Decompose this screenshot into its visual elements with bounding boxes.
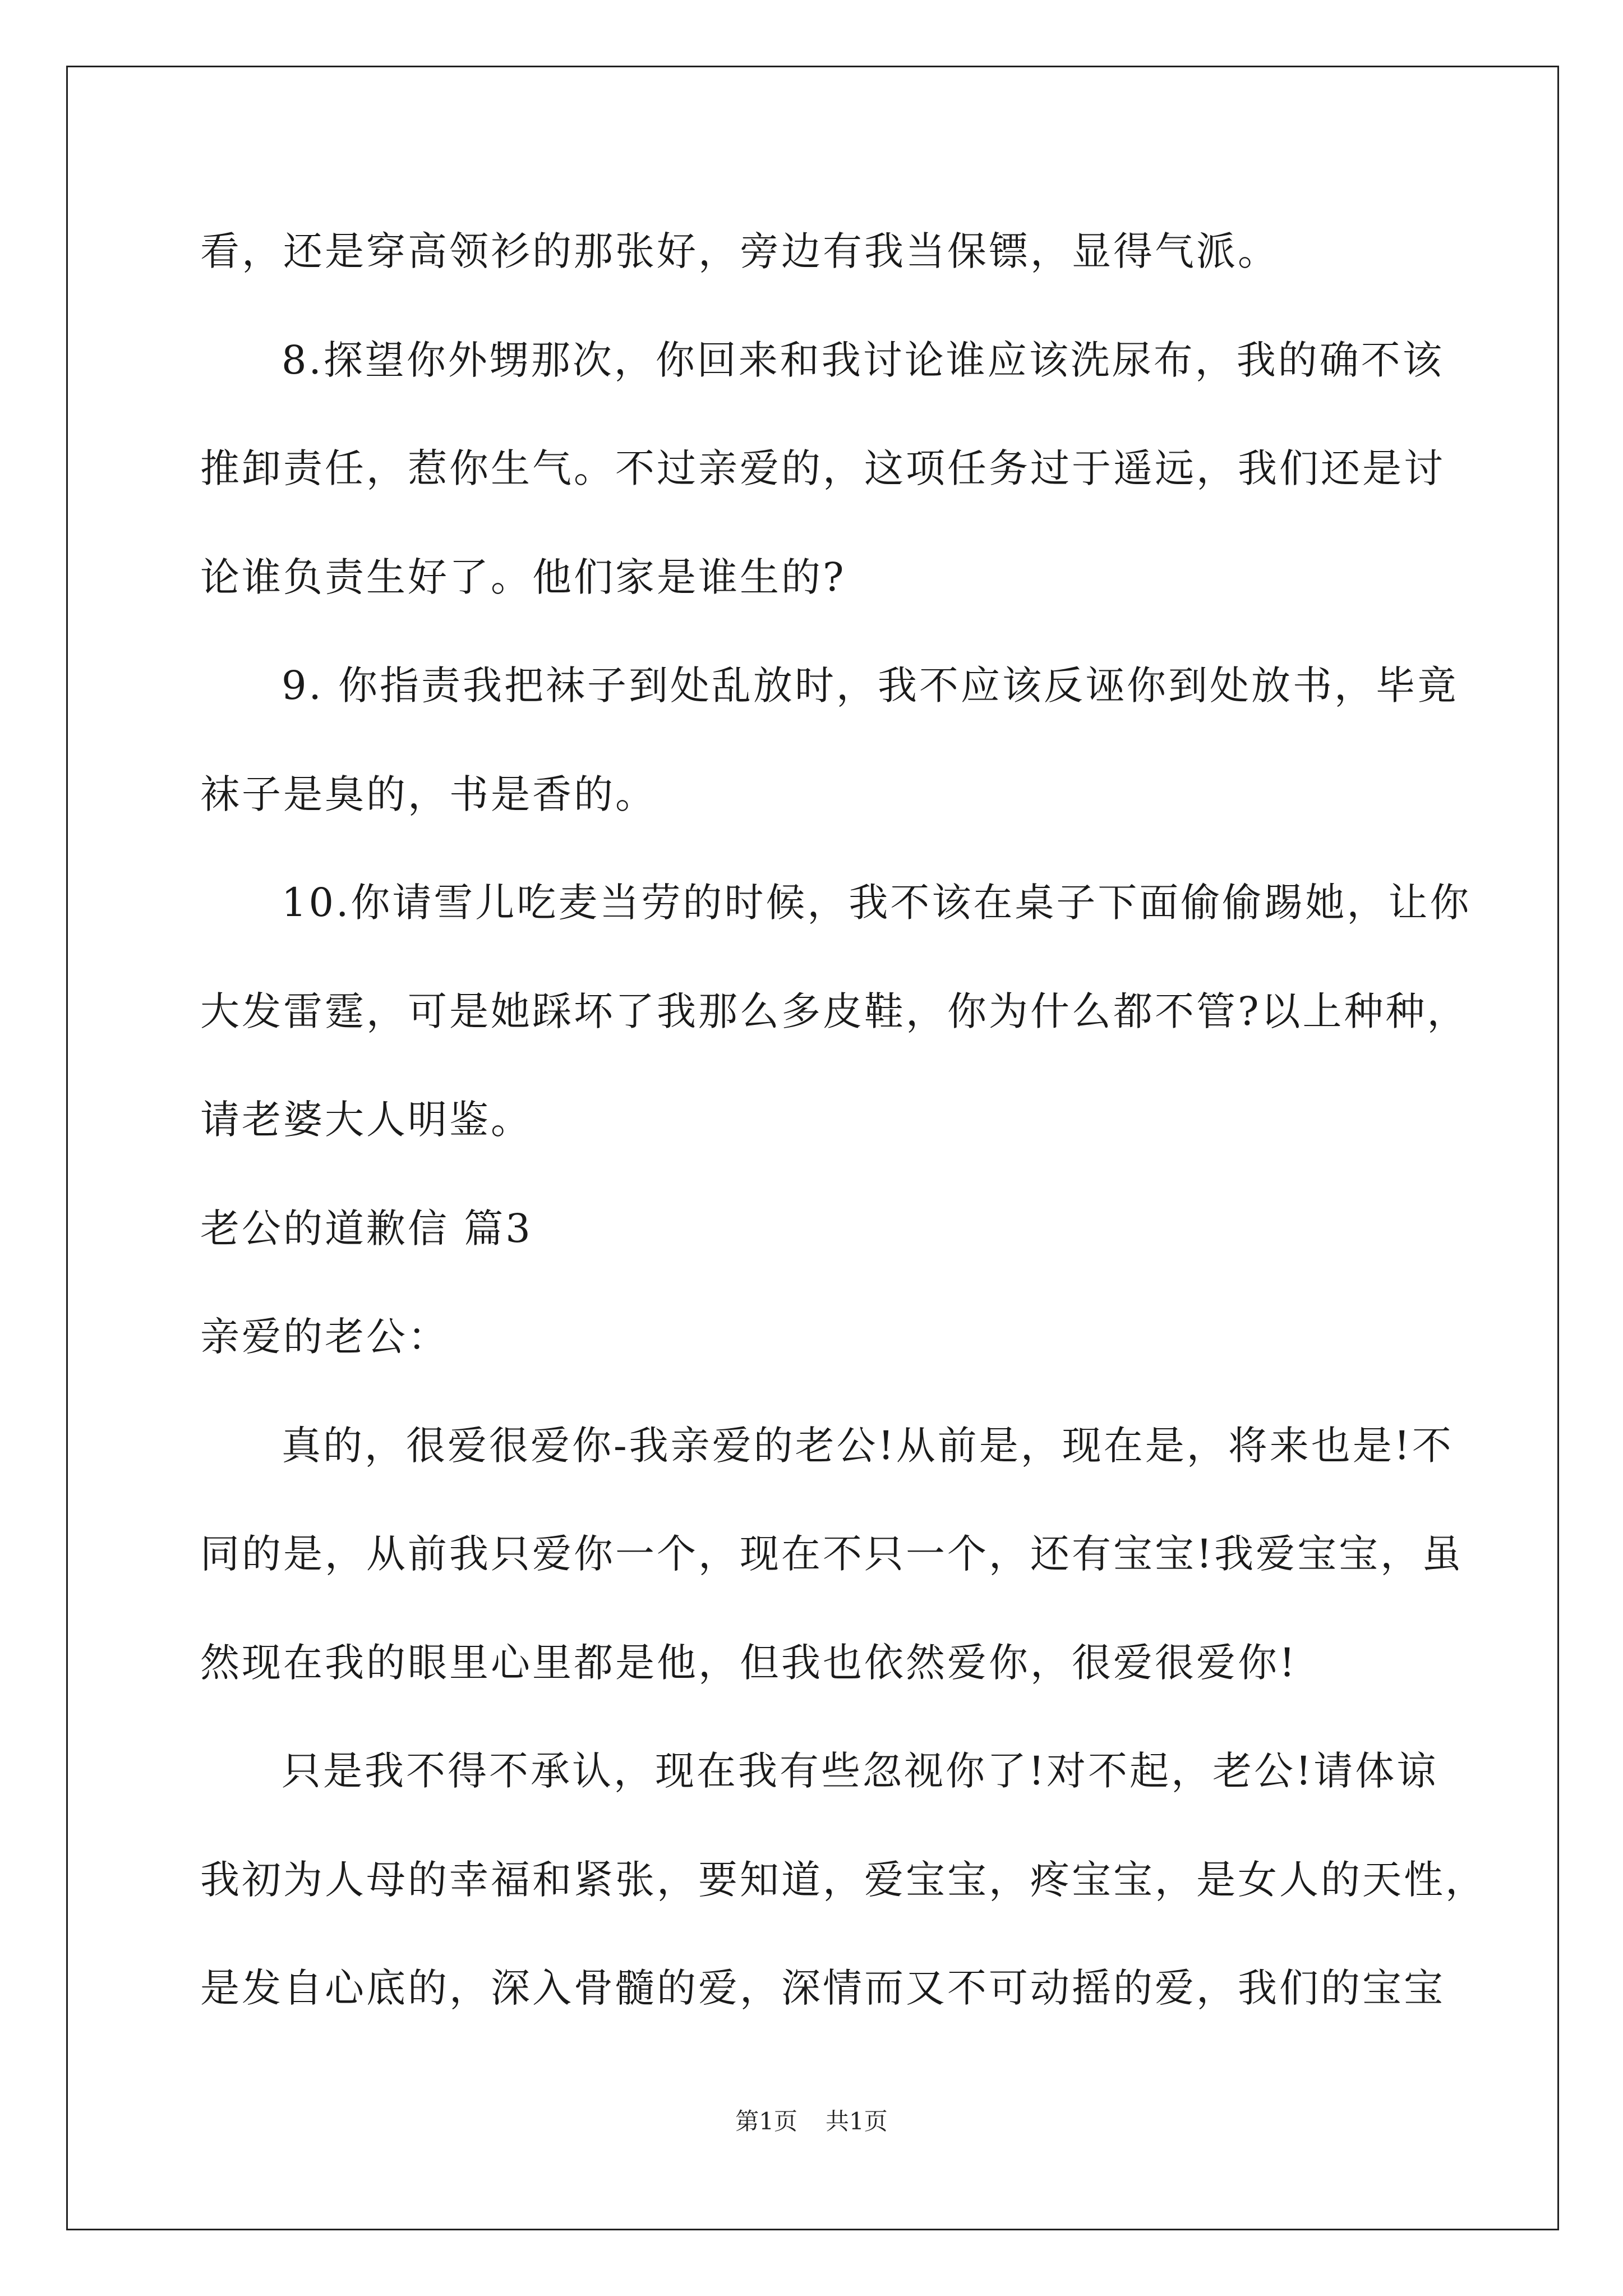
salutation: 亲爱的老公： — [200, 1314, 449, 1360]
text-line: 10.你请雪儿吃麦当劳的时候，我不该在桌子下面偷偷踢她，让你 — [282, 880, 1472, 926]
text-line: 是发自心底的，深入骨髓的爱，深情而又不可动摇的爱，我们的宝宝 — [200, 1965, 1445, 2011]
text-line: 然现在我的眼里心里都是他，但我也依然爱你，很爱很爱你! — [200, 1640, 1298, 1686]
text-line: 同的是，从前我只爱你一个，现在不只一个，还有宝宝!我爱宝宝，虽 — [200, 1531, 1464, 1577]
text-line: 8.探望你外甥那次，你回来和我讨论谁应该洗尿布，我的确不该 — [282, 337, 1444, 383]
text-line: 我初为人母的幸福和紧张，要知道，爱宝宝，疼宝宝，是女人的天性， — [200, 1857, 1487, 1903]
text-line: 请老婆大人明鉴。 — [200, 1097, 532, 1143]
text-line: 真的，很爱很爱你-我亲爱的老公!从前是，现在是，将来也是!不 — [282, 1423, 1454, 1469]
text-line: 看，还是穿高领衫的那张好，旁边有我当保镖，显得气派。 — [200, 228, 1279, 274]
page-total: 共1页 — [826, 2108, 888, 2135]
page-number: 第1页 — [735, 2108, 797, 2135]
text-line: 大发雷霆，可是她踩坏了我那么多皮鞋，你为什么都不管?以上种种， — [200, 988, 1469, 1034]
page-frame — [66, 66, 1559, 2230]
text-line: 推卸责任，惹你生气。不过亲爱的，这项任务过于遥远，我们还是讨 — [200, 445, 1445, 491]
section-heading: 老公的道歉信 篇3 — [200, 1205, 533, 1251]
text-line: 论谁负责生好了。他们家是谁生的? — [200, 554, 846, 600]
page-footer — [0, 2108, 1623, 2136]
text-line: 袜子是臭的，书是香的。 — [200, 771, 657, 817]
text-line: 9. 你指责我把袜子到处乱放时，我不应该反诬你到处放书，毕竟 — [282, 662, 1459, 708]
text-line: 只是我不得不承认，现在我有些忽视你了!对不起，老公!请体谅 — [282, 1748, 1438, 1794]
